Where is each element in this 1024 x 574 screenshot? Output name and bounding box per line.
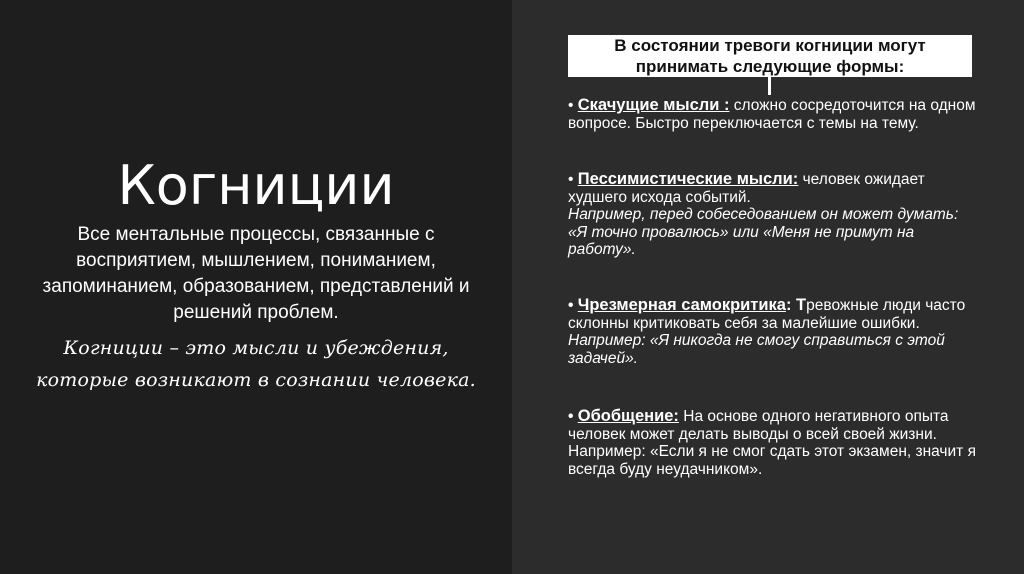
- item-example: Например: «Если я не смог сдать этот экзамен, значит я всегда буду неудачником».: [568, 443, 976, 478]
- bullet: •: [568, 97, 574, 114]
- forms-heading: [568, 35, 972, 77]
- list-item-pessimistic-thoughts: [568, 171, 978, 259]
- bullet: •: [568, 171, 574, 188]
- bullet: •: [568, 297, 574, 314]
- item-example: Например: «Я никогда не смогу справиться с этой задачей».: [568, 332, 945, 367]
- term-generalization: Обобщение:: [577, 407, 679, 425]
- heading-connector: [768, 77, 771, 95]
- forms-heading-line1: В состоянии тревоги когниции могут: [614, 36, 926, 55]
- term-pessimistic-thoughts: Пессимистические мысли:: [577, 170, 799, 188]
- term-suffix: : Т: [785, 296, 807, 314]
- item-text: ревожные люди часто склонны критиковать себя за малейшие ошибки.: [568, 297, 966, 332]
- list-item-generalization: [568, 408, 978, 478]
- term-self-criticism: Чрезмерная самокритика: [577, 296, 786, 314]
- handwritten-note: Когниции – это мысли и убеждения, которые возникают в сознании человека.: [36, 337, 476, 391]
- list-item-racing-thoughts: [568, 97, 978, 132]
- list-item-self-criticism: [568, 297, 978, 367]
- item-text: человек ожидает худшего исхода событий.: [568, 171, 925, 206]
- definition-text: Все ментальные процессы, связанные с восприятием, мышлением, пониманием, запоминанием, образованием, представлений и решений проблем.: [42, 224, 470, 323]
- item-text: сложно сосредоточится на одном вопросе. Быстро переключается с темы на тему.: [568, 97, 976, 132]
- slide-title: Когниции: [117, 154, 395, 217]
- bullet: •: [568, 408, 574, 425]
- forms-heading-line2: принимать следующие формы:: [635, 57, 905, 76]
- term-racing-thoughts: Скачущие мысли :: [577, 96, 730, 114]
- item-text: На основе одного негативного опыта человек может делать выводы о всей своей жизни.: [568, 408, 949, 443]
- item-example: Например, перед собеседованием он может думать: «Я точно провалюсь» или «Меня не примут на работу».: [568, 206, 959, 258]
